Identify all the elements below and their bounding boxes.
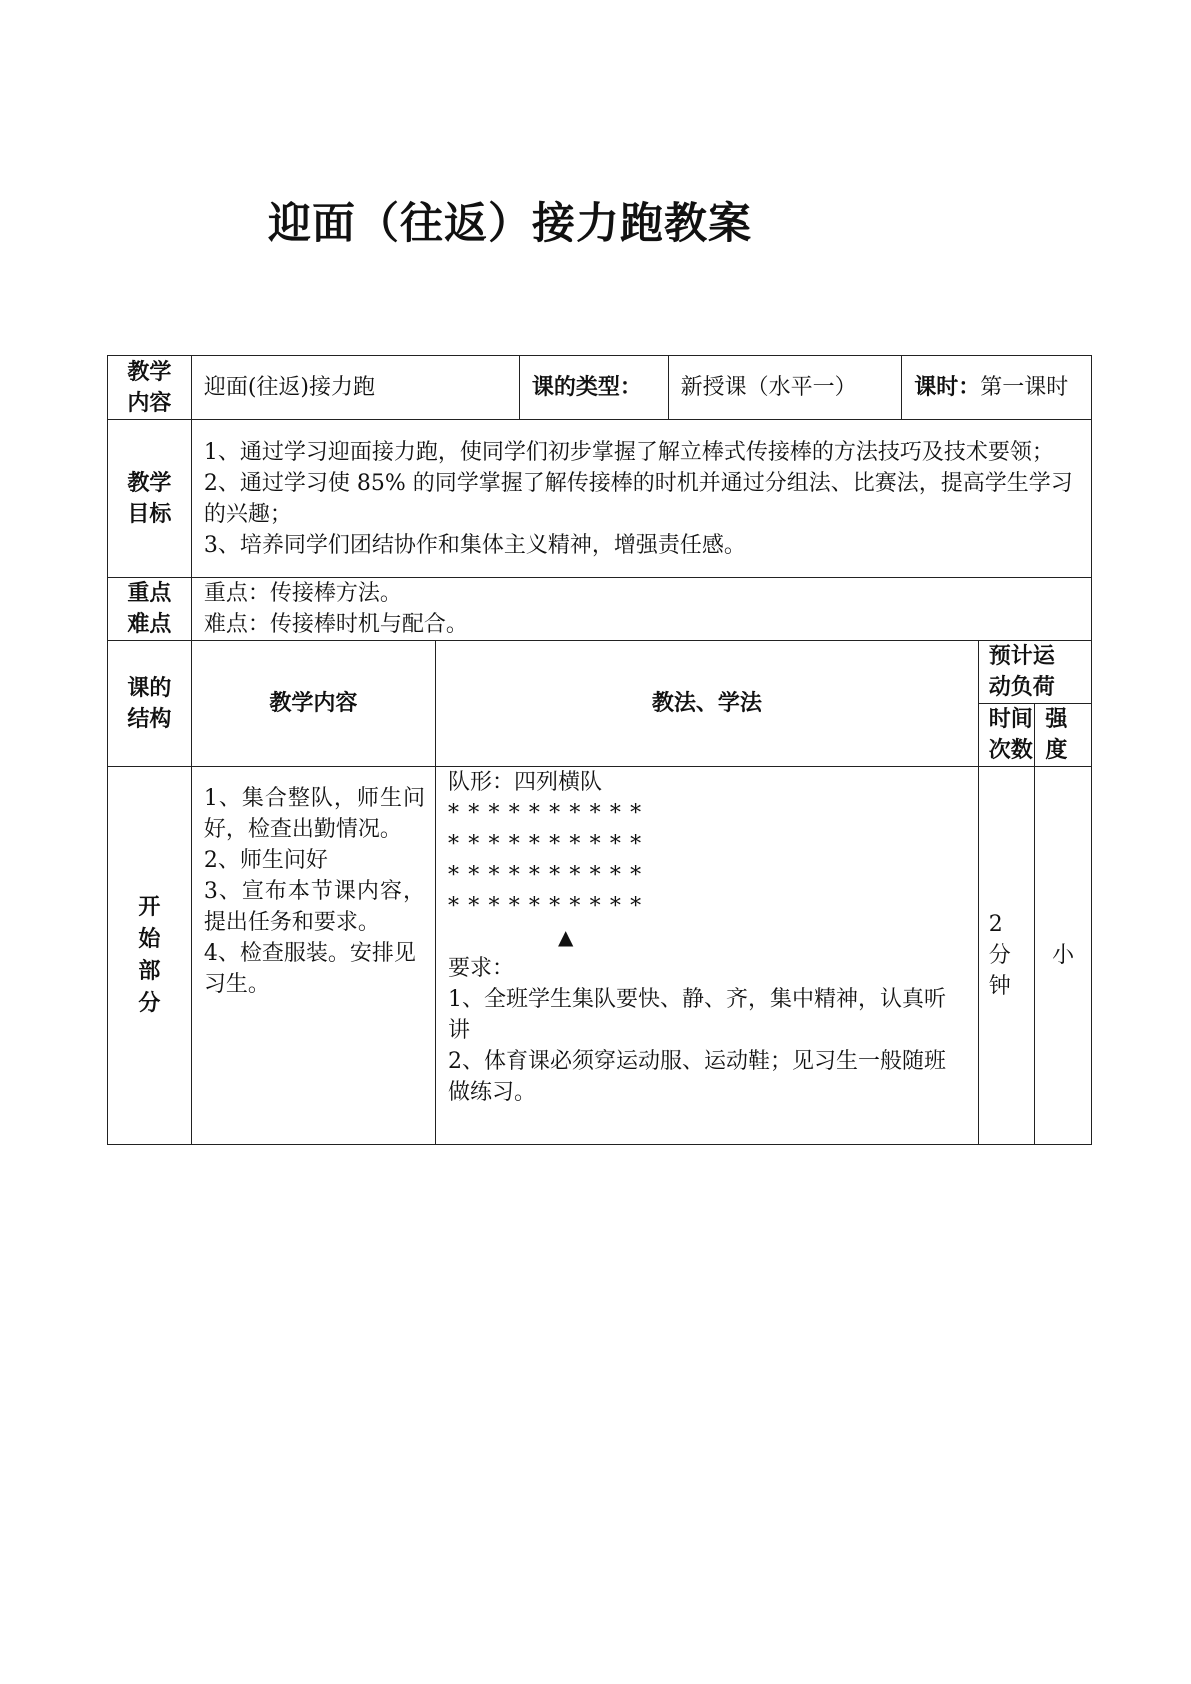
key-point: 重点：传接棒方法。 bbox=[203, 581, 402, 606]
method-header: 教法、学法 bbox=[435, 641, 978, 767]
opening-label-char: 部 bbox=[138, 958, 161, 984]
opening-content-item: 3、宣布本节课内容，提出任务和要求。 bbox=[203, 879, 425, 935]
objectives-label-line1: 教学 bbox=[127, 470, 172, 496]
opening-content-item: 4、检查服装。安排见习生。 bbox=[203, 941, 416, 997]
requirement-item: 1、全班学生集队要快、静、齐，集中精神，认真听讲 bbox=[447, 987, 946, 1043]
formation-row: ********** bbox=[447, 801, 651, 826]
focus-label-cell bbox=[108, 578, 192, 641]
opening-content-cell bbox=[191, 767, 435, 1145]
intensity-header bbox=[1035, 704, 1092, 767]
load-header bbox=[978, 641, 1091, 704]
teaching-content-header: 教学内容 bbox=[191, 641, 435, 767]
objective-item: 3、培养同学们团结协作和集体主义精神，增强责任感。 bbox=[203, 532, 746, 558]
row-focus bbox=[108, 578, 1092, 641]
formation-row: ********** bbox=[447, 863, 651, 888]
row-objectives bbox=[108, 420, 1092, 578]
content-value: 迎面(往返)接力跑 bbox=[191, 356, 519, 420]
requirements-title: 要求： bbox=[447, 956, 514, 981]
content-label-cell bbox=[108, 356, 192, 420]
objectives-label-line2: 目标 bbox=[127, 501, 172, 527]
opening-intensity-cell: 小 bbox=[1035, 767, 1092, 1145]
objective-item: 2、通过学习使 85% 的同学掌握了解传接棒的时机并通过分组法、比赛法，提高学生学习的兴趣； bbox=[203, 470, 1073, 527]
content-label-line2: 内容 bbox=[127, 390, 172, 416]
lesson-type-label: 课的类型： bbox=[519, 356, 668, 420]
objectives-cell bbox=[191, 420, 1091, 578]
opening-time-part: 钟 bbox=[988, 974, 1011, 999]
row-structure-header bbox=[108, 641, 1092, 704]
structure-label-cell bbox=[108, 641, 192, 767]
opening-label-char: 分 bbox=[138, 990, 161, 1016]
intensity-header-line1: 强 bbox=[1045, 707, 1068, 732]
page-title: 迎面（往返）接力跑教案 bbox=[268, 199, 752, 249]
formation-row: ********** bbox=[447, 894, 651, 919]
opening-time-cell bbox=[978, 767, 1035, 1145]
requirement-item: 2、体育课必须穿运动服、运动鞋；见习生一般随班做练习。 bbox=[447, 1049, 946, 1105]
lesson-period-value: 第一课时 bbox=[980, 375, 1069, 400]
row-opening bbox=[108, 767, 1092, 1145]
time-header-line2: 次数 bbox=[988, 738, 1033, 763]
difficulty-point: 难点：传接棒时机与配合。 bbox=[203, 612, 468, 637]
load-header-line2: 动负荷 bbox=[988, 675, 1055, 700]
focus-label-line2: 难点 bbox=[127, 612, 172, 637]
teacher-position-icon: ▲ bbox=[557, 925, 574, 949]
lesson-period-cell bbox=[902, 356, 1092, 420]
focus-cell bbox=[191, 578, 1091, 641]
objectives-label-cell bbox=[108, 420, 192, 578]
opening-method-cell bbox=[435, 767, 978, 1145]
opening-content-item: 1、集合整队，师生问好，检查出勤情况。 bbox=[203, 786, 425, 842]
opening-content-item: 2、师生问好 bbox=[203, 848, 328, 873]
opening-time-part: 分 bbox=[988, 943, 1011, 968]
structure-label-line1: 课的 bbox=[127, 675, 172, 701]
lesson-period-label: 课时： bbox=[914, 375, 981, 400]
structure-label-line2: 结构 bbox=[127, 706, 172, 732]
focus-label-line1: 重点 bbox=[127, 581, 172, 606]
intensity-header-line2: 度 bbox=[1045, 738, 1068, 763]
opening-time-part: 2 bbox=[988, 912, 1003, 937]
formation-row: ********** bbox=[447, 832, 651, 857]
lesson-type-value: 新授课（水平一） bbox=[668, 356, 902, 420]
row-content bbox=[108, 356, 1092, 420]
opening-label-char: 始 bbox=[138, 926, 161, 952]
lesson-plan-table bbox=[107, 355, 1092, 1145]
formation-title: 队形：四列横队 bbox=[447, 770, 602, 795]
time-header-line1: 时间 bbox=[988, 707, 1033, 732]
time-count-header bbox=[978, 704, 1035, 767]
content-label-line1: 教学 bbox=[127, 359, 172, 385]
load-header-line1: 预计运 bbox=[988, 644, 1055, 669]
objective-item: 1、通过学习迎面接力跑，使同学们初步掌握了解立棒式传接棒的方法技巧及技术要领； bbox=[203, 439, 1054, 465]
opening-label-char: 开 bbox=[138, 894, 161, 920]
opening-label-cell bbox=[108, 767, 192, 1145]
